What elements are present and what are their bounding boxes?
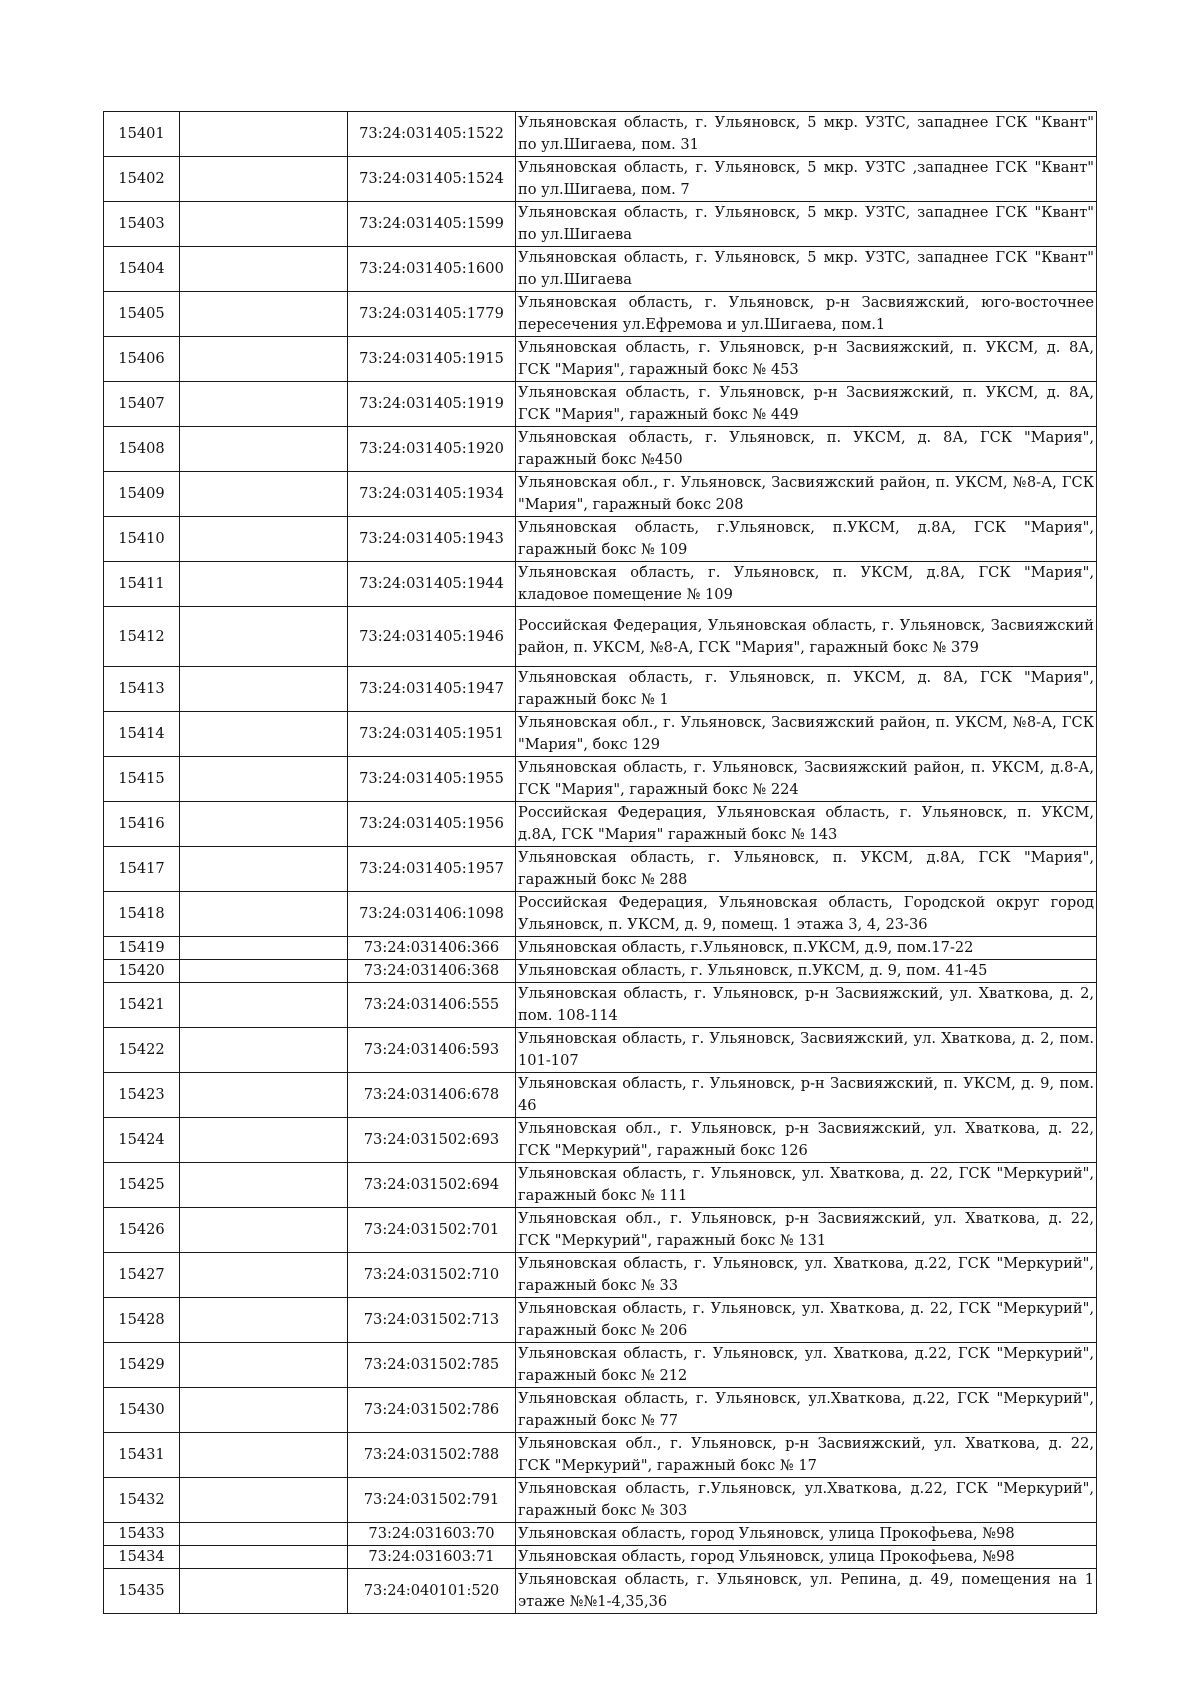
cadastral-number-cell: 73:24:031502:701: [348, 1208, 516, 1253]
cadastral-number-cell: 73:24:031406:678: [348, 1073, 516, 1118]
table-row: [104, 427, 1097, 472]
empty-cell: [180, 1298, 348, 1343]
table-row: [104, 1433, 1097, 1478]
empty-cell: [180, 247, 348, 292]
cadastral-number-cell: 73:24:031406:555: [348, 983, 516, 1028]
address-cell: Ульяновская область, г.Ульяновск, п.УКСМ, д.9, пом.17-22: [516, 937, 1097, 960]
empty-cell: [180, 1433, 348, 1478]
address-cell: Российская Федерация, Ульяновская область, Городской округ город Ульяновск, п. УКСМ, д. 9, помещ. 1 этажа 3, 4, 23-36: [516, 892, 1097, 937]
table-row: [104, 667, 1097, 712]
cadastral-number-cell: 73:24:031502:788: [348, 1433, 516, 1478]
row-number-cell: 15415: [104, 757, 180, 802]
cadastral-number-cell: 73:24:031405:1522: [348, 112, 516, 157]
empty-cell: [180, 1343, 348, 1388]
address-cell: Ульяновская область, г. Ульяновск, 5 мкр. УЗТС, западнее ГСК "Квант" по ул.Шигаева: [516, 247, 1097, 292]
empty-cell: [180, 712, 348, 757]
row-number-cell: 15433: [104, 1523, 180, 1546]
address-cell: Ульяновская область, город Ульяновск, улица Прокофьева, №98: [516, 1523, 1097, 1546]
table-row: [104, 1343, 1097, 1388]
cadastral-number-cell: 73:24:031405:1946: [348, 607, 516, 667]
address-cell: Ульяновская область, г. Ульяновск, п. УКСМ, д.8А, ГСК "Мария", кладовое помещение № 109: [516, 562, 1097, 607]
table-row: [104, 517, 1097, 562]
address-cell: Ульяновская обл., г. Ульяновск, р-н Засвияжский, ул. Хваткова, д. 22, ГСК "Меркурий", гаражный бокс № 131: [516, 1208, 1097, 1253]
row-number-cell: 15413: [104, 667, 180, 712]
address-cell: Ульяновская область, г. Ульяновск, ул. Хваткова, д.22, ГСК "Меркурий", гаражный бокс № 33: [516, 1253, 1097, 1298]
row-number-cell: 15432: [104, 1478, 180, 1523]
empty-cell: [180, 517, 348, 562]
empty-cell: [180, 562, 348, 607]
empty-cell: [180, 1388, 348, 1433]
row-number-cell: 15401: [104, 112, 180, 157]
row-number-cell: 15418: [104, 892, 180, 937]
row-number-cell: 15424: [104, 1118, 180, 1163]
empty-cell: [180, 292, 348, 337]
cadastral-number-cell: 73:24:031405:1934: [348, 472, 516, 517]
table-row: [104, 1208, 1097, 1253]
row-number-cell: 15414: [104, 712, 180, 757]
empty-cell: [180, 1253, 348, 1298]
empty-cell: [180, 1163, 348, 1208]
empty-cell: [180, 757, 348, 802]
table-row: [104, 1569, 1097, 1614]
table-row: [104, 337, 1097, 382]
table-row: [104, 937, 1097, 960]
empty-cell: [180, 1208, 348, 1253]
empty-cell: [180, 960, 348, 983]
empty-cell: [180, 847, 348, 892]
cadastral-number-cell: 73:24:031405:1944: [348, 562, 516, 607]
empty-cell: [180, 607, 348, 667]
empty-cell: [180, 1478, 348, 1523]
empty-cell: [180, 427, 348, 472]
table-row: [104, 472, 1097, 517]
cadastral-number-cell: 73:24:031405:1943: [348, 517, 516, 562]
row-number-cell: 15430: [104, 1388, 180, 1433]
cadastral-number-cell: 73:24:031406:593: [348, 1028, 516, 1073]
empty-cell: [180, 157, 348, 202]
cadastral-number-cell: 73:24:031405:1955: [348, 757, 516, 802]
address-cell: Ульяновская область, г. Ульяновск, ул. Хваткова, д. 22, ГСК "Меркурий", гаражный бокс № 206: [516, 1298, 1097, 1343]
row-number-cell: 15420: [104, 960, 180, 983]
cadastral-number-cell: 73:24:040101:520: [348, 1569, 516, 1614]
address-cell: Ульяновская область, г. Ульяновск, 5 мкр. УЗТС ,западнее ГСК "Квант" по ул.Шигаева, пом. 7: [516, 157, 1097, 202]
table-row: [104, 712, 1097, 757]
cadastral-number-cell: 73:24:031502:693: [348, 1118, 516, 1163]
cadastral-number-cell: 73:24:031405:1524: [348, 157, 516, 202]
table-row: [104, 1028, 1097, 1073]
address-cell: Ульяновская область, г. Ульяновск, ул.Хваткова, д.22, ГСК "Меркурий", гаражный бокс № 77: [516, 1388, 1097, 1433]
cadastral-number-cell: 73:24:031405:1947: [348, 667, 516, 712]
address-cell: Ульяновская область, г. Ульяновск, п. УКСМ, д.8А, ГСК "Мария", гаражный бокс № 288: [516, 847, 1097, 892]
cadastral-number-cell: 73:24:031405:1956: [348, 802, 516, 847]
table-row: [104, 1523, 1097, 1546]
cadastral-number-cell: 73:24:031405:1919: [348, 382, 516, 427]
row-number-cell: 15409: [104, 472, 180, 517]
address-cell: Ульяновская обл., г. Ульяновск, Засвияжский район, п. УКСМ, №8-А, ГСК "Мария", бокс 129: [516, 712, 1097, 757]
table-row: [104, 802, 1097, 847]
table-row: [104, 292, 1097, 337]
table-row: [104, 757, 1097, 802]
address-cell: Ульяновская обл., г. Ульяновск, р-н Засвияжский, ул. Хваткова, д. 22, ГСК "Меркурий", гаражный бокс 126: [516, 1118, 1097, 1163]
table-row: [104, 960, 1097, 983]
cadastral-number-cell: 73:24:031502:786: [348, 1388, 516, 1433]
row-number-cell: 15403: [104, 202, 180, 247]
address-cell: Ульяновская обл., г. Ульяновск, р-н Засвияжский, ул. Хваткова, д. 22, ГСК "Меркурий", гаражный бокс № 17: [516, 1433, 1097, 1478]
empty-cell: [180, 1118, 348, 1163]
address-cell: Ульяновская область, город Ульяновск, улица Прокофьева, №98: [516, 1546, 1097, 1569]
cadastral-number-cell: 73:24:031502:710: [348, 1253, 516, 1298]
table-row: [104, 1478, 1097, 1523]
table-row: [104, 1298, 1097, 1343]
cadastral-number-cell: 73:24:031406:366: [348, 937, 516, 960]
cadastral-number-cell: 73:24:031502:785: [348, 1343, 516, 1388]
row-number-cell: 15412: [104, 607, 180, 667]
row-number-cell: 15435: [104, 1569, 180, 1614]
address-cell: Ульяновская область, г. Ульяновск, ул. Хваткова, д. 22, ГСК "Меркурий", гаражный бокс № 111: [516, 1163, 1097, 1208]
cadastral-number-cell: 73:24:031502:791: [348, 1478, 516, 1523]
cadastral-number-cell: 73:24:031406:1098: [348, 892, 516, 937]
table-row: [104, 247, 1097, 292]
row-number-cell: 15408: [104, 427, 180, 472]
empty-cell: [180, 382, 348, 427]
table-row: [104, 847, 1097, 892]
cadastral-number-cell: 73:24:031405:1600: [348, 247, 516, 292]
cadastral-number-cell: 73:24:031405:1779: [348, 292, 516, 337]
address-cell: Российская Федерация, Ульяновская область, г. Ульяновск, п. УКСМ, д.8А, ГСК "Мария" гаражный бокс № 143: [516, 802, 1097, 847]
cadastral-number-cell: 73:24:031502:694: [348, 1163, 516, 1208]
row-number-cell: 15429: [104, 1343, 180, 1388]
row-number-cell: 15434: [104, 1546, 180, 1569]
empty-cell: [180, 1546, 348, 1569]
cadastral-number-cell: 73:24:031406:368: [348, 960, 516, 983]
address-cell: Ульяновская область, г. Ульяновск, Засвияжский, ул. Хваткова, д. 2, пом. 101-107: [516, 1028, 1097, 1073]
empty-cell: [180, 472, 348, 517]
empty-cell: [180, 337, 348, 382]
address-cell: Ульяновская область, г. Ульяновск, р-н Засвияжский, п. УКСМ, д. 8А, ГСК "Мария", гаражный бокс № 449: [516, 382, 1097, 427]
table-row: [104, 1253, 1097, 1298]
address-cell: Ульяновская область, г.Ульяновск, п.УКСМ, д.8А, ГСК "Мария", гаражный бокс № 109: [516, 517, 1097, 562]
address-cell: Ульяновская область, г. Ульяновск, п. УКСМ, д. 8А, ГСК "Мария", гаражный бокс № 1: [516, 667, 1097, 712]
row-number-cell: 15421: [104, 983, 180, 1028]
empty-cell: [180, 202, 348, 247]
empty-cell: [180, 802, 348, 847]
table-row: [104, 1118, 1097, 1163]
empty-cell: [180, 1523, 348, 1546]
row-number-cell: 15402: [104, 157, 180, 202]
row-number-cell: 15419: [104, 937, 180, 960]
cadastral-number-cell: 73:24:031405:1599: [348, 202, 516, 247]
row-number-cell: 15410: [104, 517, 180, 562]
row-number-cell: 15428: [104, 1298, 180, 1343]
row-number-cell: 15406: [104, 337, 180, 382]
address-cell: Российская Федерация, Ульяновская область, г. Ульяновск, Засвияжский район, п. УКСМ, №8-А, ГСК "Мария", гаражный бокс № 379: [516, 607, 1097, 667]
table-row: [104, 382, 1097, 427]
address-cell: Ульяновская область, г.Ульяновск, ул.Хваткова, д.22, ГСК "Меркурий", гаражный бокс № 303: [516, 1478, 1097, 1523]
cadastral-number-cell: 73:24:031405:1920: [348, 427, 516, 472]
cadastral-number-cell: 73:24:031603:71: [348, 1546, 516, 1569]
cadastral-number-cell: 73:24:031603:70: [348, 1523, 516, 1546]
table-row: [104, 157, 1097, 202]
table-row: [104, 607, 1097, 667]
cadastral-number-cell: 73:24:031405:1915: [348, 337, 516, 382]
empty-cell: [180, 112, 348, 157]
row-number-cell: 15416: [104, 802, 180, 847]
table-row: [104, 562, 1097, 607]
cadastral-number-cell: 73:24:031405:1957: [348, 847, 516, 892]
row-number-cell: 15404: [104, 247, 180, 292]
empty-cell: [180, 892, 348, 937]
empty-cell: [180, 1073, 348, 1118]
table-row: [104, 202, 1097, 247]
empty-cell: [180, 667, 348, 712]
address-cell: Ульяновская область, г. Ульяновск, п.УКСМ, д. 9, пом. 41-45: [516, 960, 1097, 983]
empty-cell: [180, 983, 348, 1028]
empty-cell: [180, 1569, 348, 1614]
registry-table: [103, 111, 1097, 1614]
row-number-cell: 15417: [104, 847, 180, 892]
table-row: [104, 892, 1097, 937]
address-cell: Ульяновская область, г. Ульяновск, р-н Засвияжский, ул. Хваткова, д. 2, пом. 108-114: [516, 983, 1097, 1028]
cadastral-number-cell: 73:24:031405:1951: [348, 712, 516, 757]
address-cell: Ульяновская обл., г. Ульяновск, Засвияжский район, п. УКСМ, №8-А, ГСК "Мария", гаражный бокс 208: [516, 472, 1097, 517]
address-cell: Ульяновская область, г. Ульяновск, р-н Засвияжский, п. УКСМ, д. 9, пом. 46: [516, 1073, 1097, 1118]
address-cell: Ульяновская область, г. Ульяновск, ул. Хваткова, д.22, ГСК "Меркурий", гаражный бокс № 212: [516, 1343, 1097, 1388]
address-cell: Ульяновская область, г. Ульяновск, Засвияжский район, п. УКСМ, д.8-А, ГСК "Мария", гаражный бокс № 224: [516, 757, 1097, 802]
row-number-cell: 15405: [104, 292, 180, 337]
empty-cell: [180, 1028, 348, 1073]
table-row: [104, 1163, 1097, 1208]
row-number-cell: 15431: [104, 1433, 180, 1478]
address-cell: Ульяновская область, г. Ульяновск, 5 мкр. УЗТС, западнее ГСК "Квант" по ул.Шигаева: [516, 202, 1097, 247]
address-cell: Ульяновская область, г. Ульяновск, р-н Засвияжский, п. УКСМ, д. 8А, ГСК "Мария", гаражный бокс № 453: [516, 337, 1097, 382]
address-cell: Ульяновская область, г. Ульяновск, 5 мкр. УЗТС, западнее ГСК "Квант" по ул.Шигаева, пом. 31: [516, 112, 1097, 157]
table-row: [104, 1388, 1097, 1433]
address-cell: Ульяновская область, г. Ульяновск, п. УКСМ, д. 8А, ГСК "Мария", гаражный бокс №450: [516, 427, 1097, 472]
row-number-cell: 15407: [104, 382, 180, 427]
address-cell: Ульяновская область, г. Ульяновск, ул. Репина, д. 49, помещения на 1 этаже №№1-4,35,36: [516, 1569, 1097, 1614]
row-number-cell: 15426: [104, 1208, 180, 1253]
table-row: [104, 983, 1097, 1028]
row-number-cell: 15422: [104, 1028, 180, 1073]
address-cell: Ульяновская область, г. Ульяновск, р-н Засвияжский, юго-восточнее пересечения ул.Ефремова и ул.Шигаева, пом.1: [516, 292, 1097, 337]
table-row: [104, 1073, 1097, 1118]
row-number-cell: 15427: [104, 1253, 180, 1298]
table-row: [104, 112, 1097, 157]
table-row: [104, 1546, 1097, 1569]
row-number-cell: 15425: [104, 1163, 180, 1208]
empty-cell: [180, 937, 348, 960]
row-number-cell: 15423: [104, 1073, 180, 1118]
row-number-cell: 15411: [104, 562, 180, 607]
registry-table-body: [104, 112, 1097, 1614]
cadastral-number-cell: 73:24:031502:713: [348, 1298, 516, 1343]
